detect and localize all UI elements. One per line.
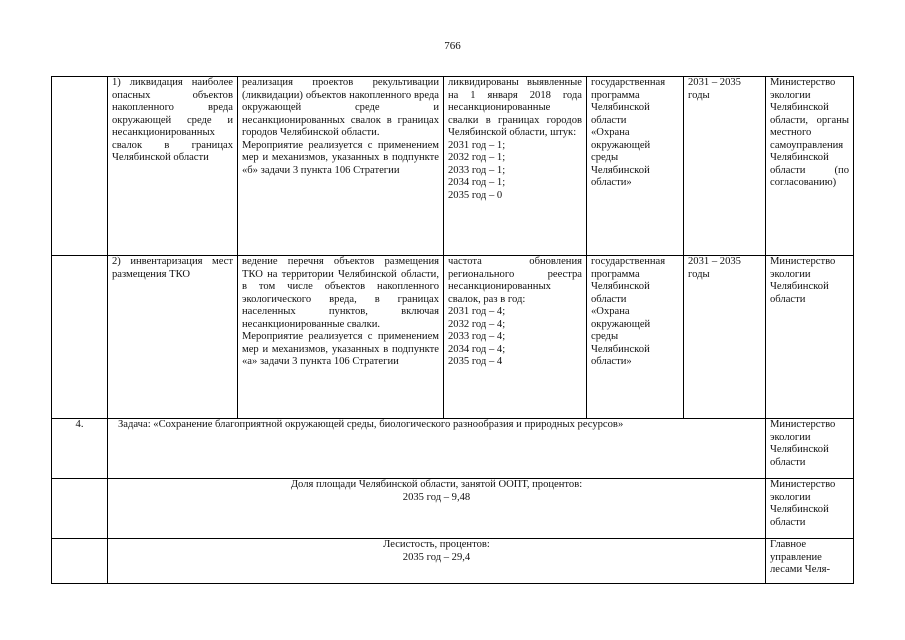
indicator-summary-cell	[108, 479, 766, 539]
task-number-cell: 4.	[52, 419, 108, 479]
responsible-cell: Министерство экологии Челябинской области	[766, 479, 854, 539]
indicator-text: частота обновления регионального реестра несанкционированных свалок, раз в год:	[448, 256, 582, 305]
description-paragraph: ведение перечня объектов размещения ТКО на территории Челябинской области, в том числе объектов накопленного экологического вреда, в границах населенных пунктов, включая несанкционированные свалки.	[242, 256, 439, 330]
indicator-text: ликвидированы выявленные на 1 января 2018 года несанкционированные свалки в границах городов Челябинской области, штук:	[448, 77, 582, 138]
program-cell	[587, 77, 684, 256]
row-number-cell	[52, 256, 108, 419]
indicator-row	[52, 479, 854, 539]
period-cell: 2031 – 2035 годы	[684, 256, 766, 419]
indicator-value: 2033 год – 1;	[448, 164, 506, 176]
indicator-row	[52, 539, 854, 584]
program-title: «Охрана окружающей среды Челябинской области»	[591, 306, 651, 367]
indicator-value: 2035 год – 4	[448, 356, 503, 367]
program-name: государственная программа Челябинской области	[591, 77, 666, 126]
description-paragraph: реализация проектов рекультивации (ликвидации) объектов накопленного вреда окружающей среде и несанкционированных свалок в границах городов Челябинской области.	[242, 77, 439, 138]
event-cell: 2) инвентаризация мест размещения ТКО	[108, 256, 238, 419]
description-paragraph: Мероприятие реализуется с применением мер и механизмов, указанных в подпункте «б» задачи 3 пункта 106 Стратегии	[242, 139, 439, 176]
task-row	[52, 419, 854, 479]
table-row	[52, 77, 854, 256]
indicator-value: 2031 год – 1;	[448, 139, 506, 151]
page-number: 766	[444, 40, 461, 52]
indicator-value: 2034 год – 1;	[448, 177, 506, 188]
row-number-cell	[52, 77, 108, 256]
indicator-value: 2035 год – 29,4	[402, 551, 471, 563]
indicator-value: 2035 год – 0	[448, 189, 503, 201]
responsible-cell: Министерство экологии Челябинской области	[766, 256, 854, 419]
description-cell	[238, 77, 444, 256]
task-text-cell: Задача: «Сохранение благоприятной окружающей среды, биологического разнообразия и природных ресурсов»	[108, 419, 766, 479]
program-cell	[587, 256, 684, 419]
program-name: государственная программа Челябинской области	[591, 256, 666, 305]
table-row	[52, 256, 854, 419]
responsible-cell: Министерство экологии Челябинской области	[766, 419, 854, 479]
indicator-value: 2032 год – 1;	[448, 152, 506, 163]
measures-table	[51, 76, 854, 584]
responsible-cell: Главное управление лесами Челя-	[766, 539, 854, 584]
responsible-cell: Министерство экологии Челябинской области, органы местного самоуправления Челябинской области (по согласованию)	[766, 77, 854, 256]
description-paragraph: Мероприятие реализуется с применением мер и механизмов, указанных в подпункте «а» задачи 3 пункта 106 Стратегии	[242, 331, 439, 367]
indicator-value: 2035 год – 9,48	[402, 491, 471, 503]
indicator-title: Лесистость, процентов:	[383, 539, 490, 550]
indicator-title: Доля площади Челябинской области, занятой ООПТ, процентов:	[290, 479, 583, 490]
description-cell	[238, 256, 444, 419]
empty-number-cell	[52, 539, 108, 584]
event-cell: 1) ликвидация наиболее опасных объектов накопленного вреда окружающей среде и несанкционированных свалок в границах Челябинской области	[108, 77, 238, 256]
indicator-cell	[444, 256, 587, 419]
period-cell: 2031 – 2035 годы	[684, 77, 766, 256]
indicator-cell	[444, 77, 587, 256]
program-title: «Охрана окружающей среды Челябинской области»	[591, 127, 651, 188]
indicator-summary-cell	[108, 539, 766, 584]
empty-number-cell	[52, 479, 108, 539]
indicator-value: 2032 год – 4;	[448, 318, 506, 330]
indicator-value: 2034 год – 4;	[448, 343, 506, 355]
indicator-value: 2031 год – 4;	[448, 306, 506, 317]
indicator-value: 2033 год – 4;	[448, 331, 506, 342]
